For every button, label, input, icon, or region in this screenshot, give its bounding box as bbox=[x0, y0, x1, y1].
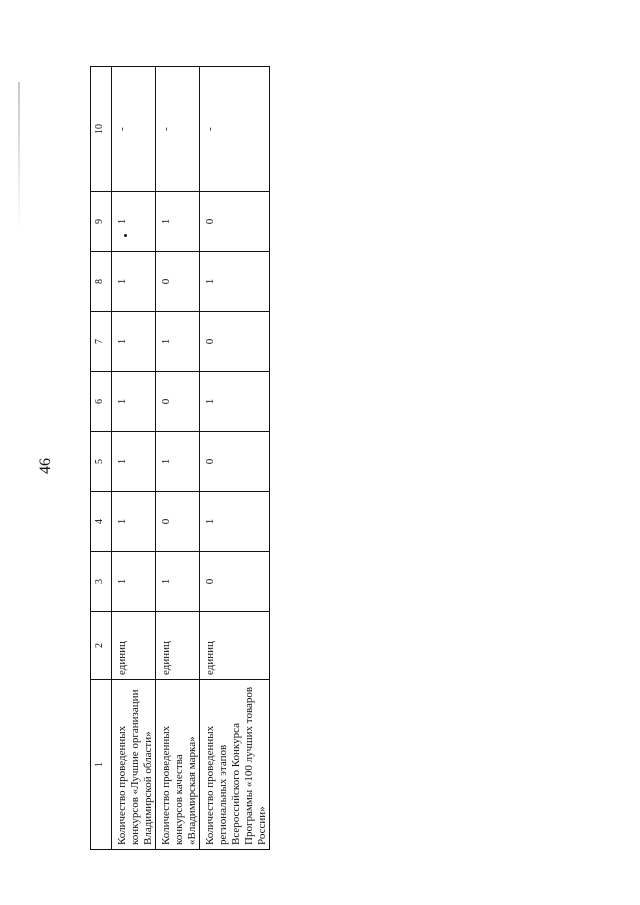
value-cell: 1 bbox=[200, 372, 270, 432]
value-cell: 0 bbox=[200, 432, 270, 492]
value-cell: 0 bbox=[156, 492, 200, 552]
indicators-table bbox=[90, 66, 270, 850]
value-cell: 1 bbox=[112, 372, 156, 432]
unit-cell: единиц bbox=[200, 612, 270, 680]
indicator-name-cell: Количество проведенных конкурсов «Лучшие организации Владимирской области» bbox=[112, 680, 156, 850]
unit-cell: единиц bbox=[112, 612, 156, 680]
table-header-row bbox=[91, 67, 112, 850]
column-header: 5 bbox=[91, 432, 112, 492]
value-cell: 1 bbox=[112, 552, 156, 612]
value-cell: - bbox=[156, 67, 200, 192]
column-header: 8 bbox=[91, 252, 112, 312]
column-header: 10 bbox=[91, 67, 112, 192]
column-header: 6 bbox=[91, 372, 112, 432]
column-header: 4 bbox=[91, 492, 112, 552]
value-cell: 1 bbox=[156, 312, 200, 372]
unit-cell: единиц bbox=[156, 612, 200, 680]
table-row bbox=[156, 67, 200, 850]
value-cell: 0 bbox=[200, 552, 270, 612]
indicator-name-cell: Количество проведенных региональных этапов Всероссийского Конкурса Программы «100 лучших товаров России» bbox=[200, 680, 270, 850]
table-row bbox=[112, 67, 156, 850]
scan-dot-mark bbox=[124, 234, 127, 237]
column-header: 2 bbox=[91, 612, 112, 680]
value-cell: 1 bbox=[112, 432, 156, 492]
value-cell: 1 bbox=[112, 312, 156, 372]
column-header: 1 bbox=[91, 680, 112, 850]
value-cell: 0 bbox=[156, 252, 200, 312]
value-cell: 1 bbox=[112, 492, 156, 552]
value-cell: - bbox=[112, 67, 156, 192]
value-cell: 0 bbox=[200, 192, 270, 252]
value-cell: 1 bbox=[156, 552, 200, 612]
value-cell: 1 bbox=[112, 252, 156, 312]
value-cell: 1 bbox=[156, 432, 200, 492]
column-header: 9 bbox=[91, 192, 112, 252]
column-header: 3 bbox=[91, 552, 112, 612]
value-cell: 1 bbox=[200, 492, 270, 552]
value-cell: 1 bbox=[112, 192, 156, 252]
value-cell: 1 bbox=[200, 252, 270, 312]
value-cell: 1 bbox=[156, 192, 200, 252]
indicator-name-cell: Количество проведенных конкурсов качества «Владимирская марка» bbox=[156, 680, 200, 850]
page-number: 46 bbox=[37, 458, 54, 474]
value-cell: 0 bbox=[156, 372, 200, 432]
value-cell: 0 bbox=[200, 312, 270, 372]
scan-edge-mark bbox=[18, 82, 20, 232]
table-row bbox=[200, 67, 270, 850]
column-header: 7 bbox=[91, 312, 112, 372]
value-cell: - bbox=[200, 67, 270, 192]
rotated-table-wrapper bbox=[90, 67, 268, 850]
